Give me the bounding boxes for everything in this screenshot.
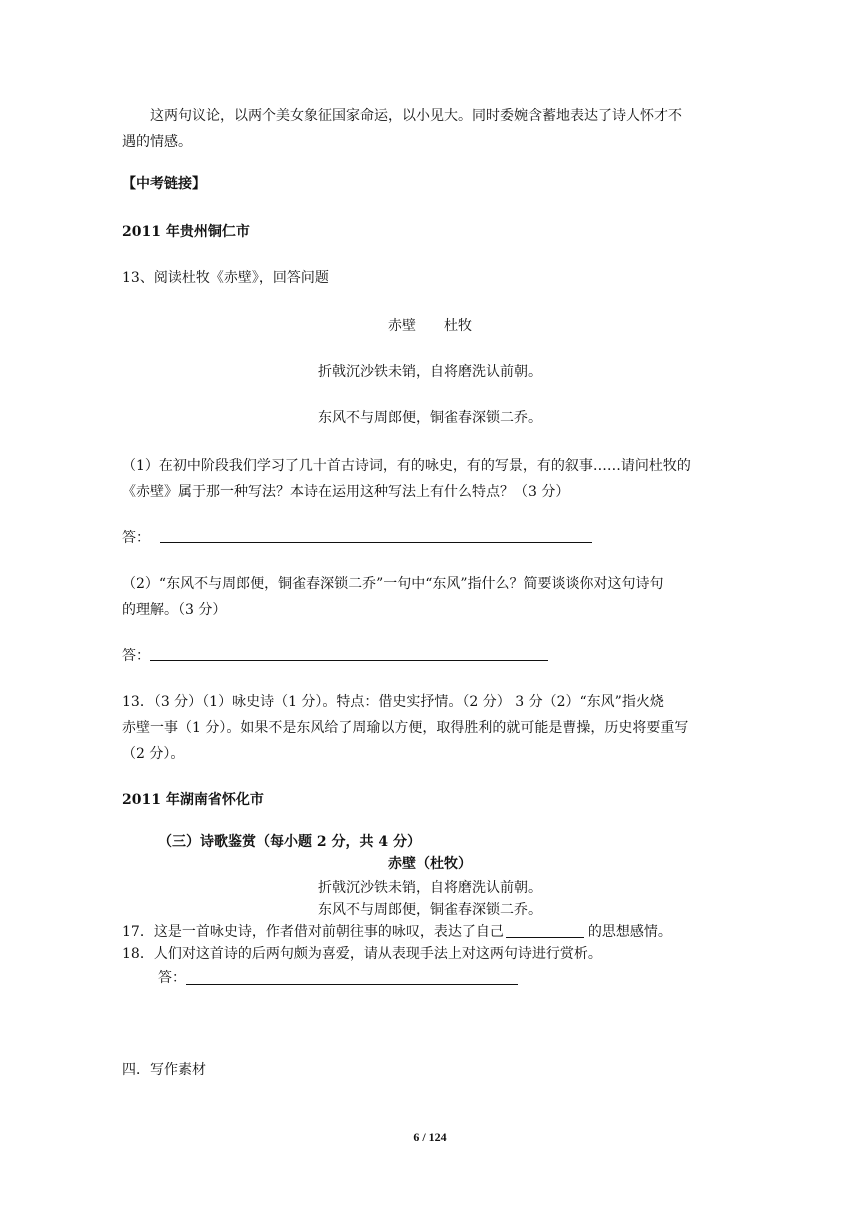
question-1-line-2: 《赤壁》属于那一种写法？本诗在运用这种写法上有什么特点？（3 分） — [122, 484, 570, 500]
question-17-text-end: 的思想感情。 — [587, 924, 672, 940]
poem-2-line-1: 折戟沉沙铁未销，自将磨洗认前朝。 — [318, 880, 542, 896]
answer-label-2: 答： — [122, 648, 150, 664]
intro-line-2: 遇的情感。 — [122, 134, 192, 150]
answer-line-2[interactable] — [150, 660, 548, 661]
answer-label-1: 答： — [122, 530, 150, 546]
question-2-line-1: （2）“东风不与周郎便，铜雀春深锁二乔”一句中“东风”指什么？简要谈谈你对这句诗句 — [122, 576, 664, 592]
huaihua-heading: 2011 年湖南省怀化市 — [122, 792, 264, 808]
poem-2-line-2: 东风不与周郎便，铜雀春深锁二乔。 — [318, 902, 542, 918]
answer-line-1[interactable] — [160, 542, 592, 543]
poem-line-2: 东风不与周郎便，铜雀春深锁二乔。 — [318, 410, 542, 426]
answer-label-3: 答： — [158, 970, 186, 986]
poetry-appreciation-heading: （三）诗歌鉴赏（每小题 2 分，共 4 分） — [158, 834, 421, 850]
question-17-text: 17．这是一首咏史诗，作者借对前朝往事的咏叹，表达了自己 — [122, 924, 504, 940]
answer-key-line-1: 13．（3 分）（1）咏史诗（1 分）。特点：借史实抒情。（2 分） 3 分（2）“东风”指火烧 — [122, 694, 664, 710]
question-17 — [122, 922, 672, 942]
question-17-blank[interactable] — [506, 923, 584, 938]
intro-line-1: 这两句议论，以两个美女象征国家命运，以小见大。同时委婉含蓄地表达了诗人怀才不 — [150, 108, 682, 124]
question-2-line-2: 的理解。（3 分） — [122, 602, 227, 618]
section-heading-exam-link: 【中考链接】 — [122, 176, 206, 192]
answer-key-line-3: （2 分）。 — [122, 746, 185, 762]
page-number: 6 / 124 — [413, 1130, 447, 1144]
question-1-line-1: （1）在初中阶段我们学习了几十首古诗词，有的咏史，有的写景，有的叙事……请问杜牧的 — [122, 458, 691, 474]
poem-line-1: 折戟沉沙铁未销，自将磨洗认前朝。 — [318, 364, 542, 380]
answer-line-3[interactable] — [186, 984, 518, 985]
answer-key-line-2: 赤壁一事（1 分）。如果不是东风给了周瑜以方便，取得胜利的就可能是曹操，历史将要重写 — [122, 720, 689, 736]
section-heading-writing-material: 四．写作素材 — [122, 1062, 206, 1078]
question-13-title: 13、阅读杜牧《赤壁》，回答问题 — [122, 270, 329, 286]
poem-2-title: 赤壁（杜牧） — [388, 856, 472, 872]
poem-title: 赤壁 杜牧 — [388, 318, 472, 334]
tongren-heading: 2011 年贵州铜仁市 — [122, 224, 250, 240]
question-18: 18．人们对这首诗的后两句颇为喜爱，请从表现手法上对这两句诗进行赏析。 — [122, 946, 602, 962]
